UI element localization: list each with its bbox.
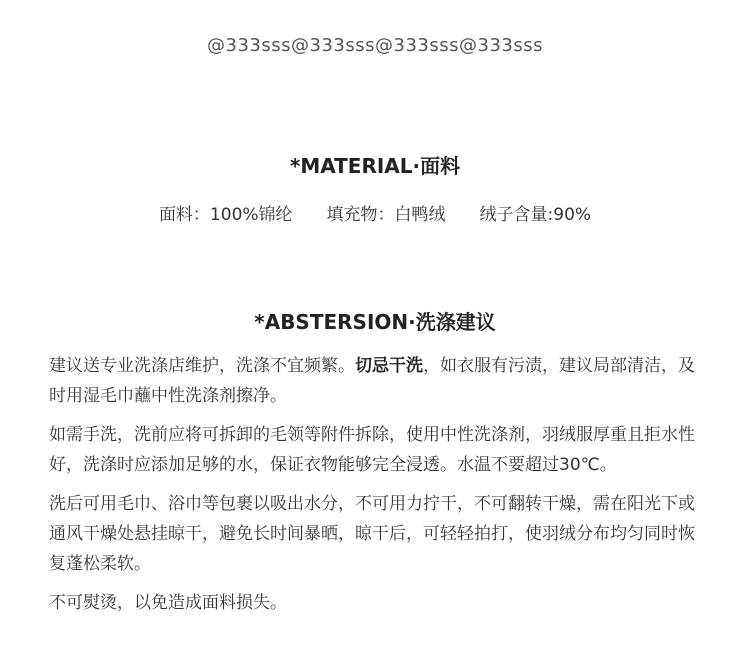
material-item-down-content: 绒子含量:90% (479, 205, 592, 225)
watermark-text: @333sss@333sss@333sss@333sss (207, 35, 543, 56)
material-info-row (0, 200, 750, 225)
care-paragraph-4: 不可熨烫，以免造成面料损失。 (49, 593, 287, 613)
material-heading: *MATERIAL·面料 (289, 154, 461, 178)
material-item-fabric: 面料：100%锦纶 (158, 205, 293, 225)
care-p1-emphasis: 切忌干洗 (355, 356, 423, 376)
care-paragraph-1 (49, 351, 701, 411)
care-paragraph-3: 洗后可用毛巾、浴巾等包裹以吸出水分，不可用力拧干，不可翻转干燥，需在阳光下或通风干燥处悬挂晾干，避免长时间暴晒，晾干后，可轻轻拍打，使羽绒分布均匀同时恢复蓬松柔软。 (49, 494, 695, 574)
care-paragraph-2: 如需手洗，洗前应将可拆卸的毛领等附件拆除，使用中性洗涤剂，羽绒服厚重且拒水性好，洗涤时应添加足够的水，保证衣物能够完全浸透。水温不要超过30℃。 (49, 425, 695, 475)
care-p1-text-after: ，如衣服有污渍，建议局部清洁，及时用湿毛巾蘸中性洗涤剂擦净。 (49, 356, 695, 406)
care-instructions (49, 351, 701, 627)
care-p1-text-before: 建议送专业洗涤店维护，洗涤不宜频繁。 (49, 356, 355, 376)
abstersion-heading: *ABSTERSION·洗涤建议 (254, 310, 496, 334)
material-item-filling: 填充物：白鸭绒 (326, 205, 446, 225)
